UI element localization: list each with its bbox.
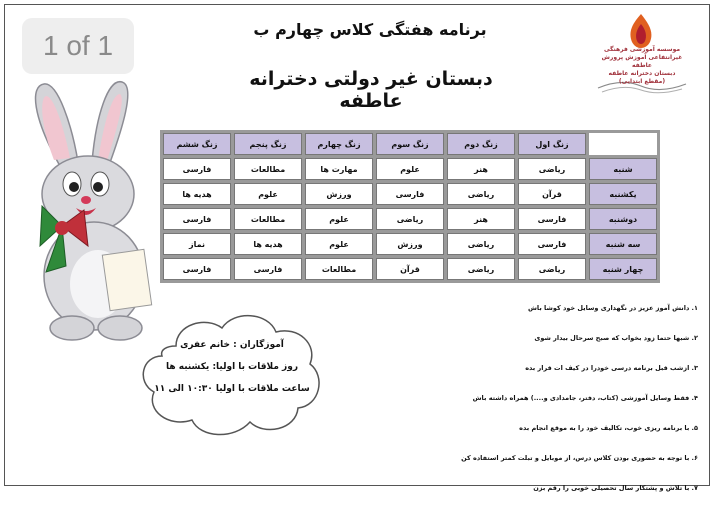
subject-cell: مطالعات [234, 158, 302, 180]
weekly-schedule-table [160, 130, 660, 283]
subject-cell: فارسی [163, 158, 231, 180]
bell-header: زنگ سوم [376, 133, 444, 155]
list-item: ۷. با تلاش و پشتکار سال تحصیلی خوبی را رقم بزن [533, 484, 698, 492]
subject-cell: ریاضی [447, 183, 515, 205]
subject-cell: ورزش [305, 183, 373, 205]
day-cell: سه شنبه [589, 233, 657, 255]
subject-cell: مهارت ها [305, 158, 373, 180]
list-item: ۶. با توجه به حضوری بودن کلاس درس، از موبایل و تبلت کمتر استفاده کن [461, 454, 698, 462]
teacher-info [150, 334, 314, 400]
day-cell: شنبه [589, 158, 657, 180]
subject-cell: هنر [447, 208, 515, 230]
table-row [163, 233, 657, 255]
bell-header: زنگ چهارم [305, 133, 373, 155]
subject-cell: هنر [447, 158, 515, 180]
subject-cell: فارسی [234, 258, 302, 280]
meeting-time: ساعت ملاقات با اولیا ۱۰:۳۰ الی ۱۱ [154, 384, 310, 394]
meeting-day: روز ملاقات با اولیا: یکشنبه ها [165, 362, 298, 372]
rules-list [440, 298, 698, 508]
subject-cell: علوم [305, 233, 373, 255]
table-row [163, 258, 657, 280]
list-item: ۴. فقط وسایل آموزشی (کتاب، دفتر، جامدادی و....) همراه داشته باش [472, 394, 698, 402]
list-item: ۳. ازشب قبل برنامه درسی خودرا در کیف ات قرار بده [525, 364, 698, 372]
subject-cell: علوم [305, 208, 373, 230]
teacher-name: آموزگاران : خانم عفری [180, 340, 284, 350]
bell-header: زنگ دوم [447, 133, 515, 155]
subject-cell: مطالعات [234, 208, 302, 230]
day-cell: دوشنبه [589, 208, 657, 230]
school-name: دبستان غیر دولتی دخترانه عاطفه [249, 68, 493, 112]
subject-cell: ریاضی [376, 208, 444, 230]
subject-cell: ریاضی [447, 258, 515, 280]
subject-cell: علوم [376, 158, 444, 180]
table-row [163, 183, 657, 205]
corner-cell [589, 133, 657, 155]
subject-cell: فارسی [163, 208, 231, 230]
bell-header: زنگ پنجم [234, 133, 302, 155]
subject-cell: ریاضی [447, 233, 515, 255]
logo-caption: موسسه آموزشی فرهنگی غیرانتفاعی آموزش پرورش عاطفه دبستان دخترانه عاطفه (مقطع ابتدایی) [601, 46, 683, 85]
subject-cell: مطالعات [305, 258, 373, 280]
table-row [163, 208, 657, 230]
subject-cell: هدیه ها [163, 183, 231, 205]
subject-cell: هدیه ها [234, 233, 302, 255]
bell-header: زنگ اول [518, 133, 586, 155]
subject-cell: ورزش [376, 233, 444, 255]
day-cell: چهار شنبه [589, 258, 657, 280]
subject-cell: قرآن [518, 183, 586, 205]
subject-cell: ریاضی [518, 258, 586, 280]
subject-cell: فارسی [518, 208, 586, 230]
day-cell: یکشنبه [589, 183, 657, 205]
table-row [163, 158, 657, 180]
subject-cell: ریاضی [518, 158, 586, 180]
schedule-title: برنامه هفتگی کلاس چهارم ب [253, 20, 487, 39]
list-item: ۵. با برنامه ریزی خوب، تکالیف خود را به موقع انجام بده [519, 424, 698, 432]
subject-cell: قرآن [376, 258, 444, 280]
subject-cell: فارسی [376, 183, 444, 205]
list-item: ۲. شبها حتما زود بخواب که صبح سرحال بیدار شوی [534, 334, 698, 342]
table-header-row [163, 133, 657, 155]
bell-header: زنگ ششم [163, 133, 231, 155]
subject-cell: نماز [163, 233, 231, 255]
list-item: ۱. دانش آموز عزیز در نگهداری وسایل خود کوشا باش [527, 304, 698, 312]
page-indicator: 1 of 1 [22, 18, 134, 74]
subject-cell: فارسی [518, 233, 586, 255]
subject-cell: علوم [234, 183, 302, 205]
subject-cell: فارسی [163, 258, 231, 280]
